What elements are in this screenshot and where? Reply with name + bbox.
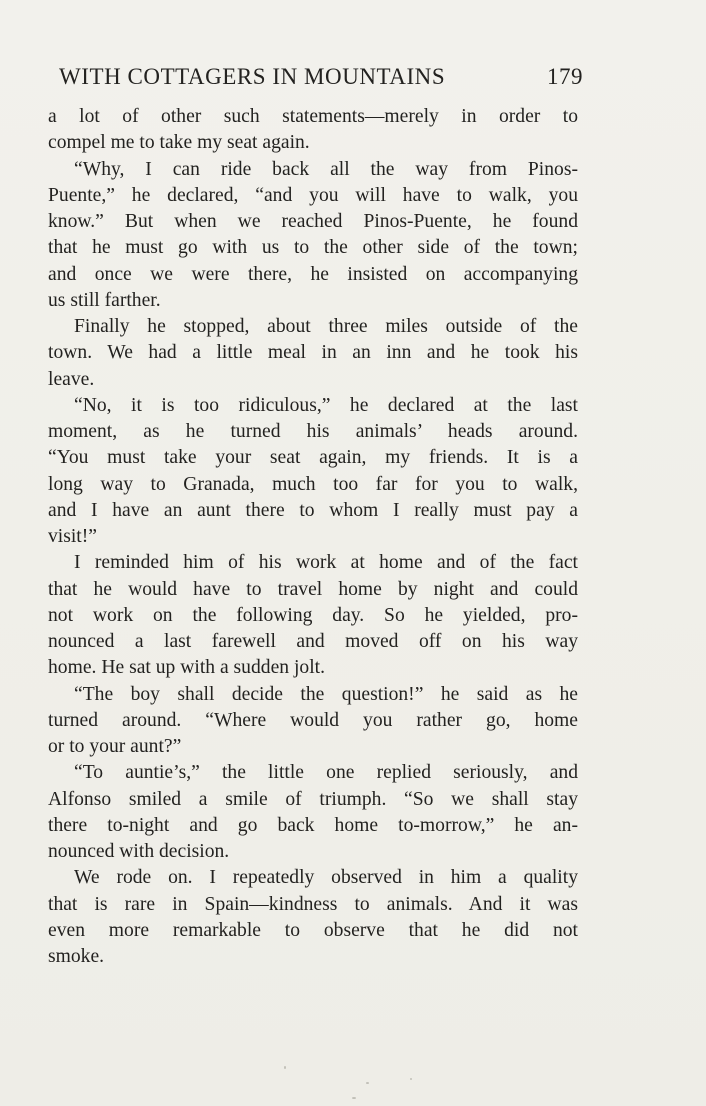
text-line: Puente,” he declared, “and you will have to walk, you: [48, 184, 578, 206]
paper-speck: [410, 1078, 412, 1080]
text-line: and I have an aunt there to whom I really must pay a: [48, 499, 578, 521]
text-line: know.” But when we reached Pinos-Puente, he found: [48, 211, 578, 232]
text-line: even more remarkable to observe that he did not: [48, 919, 578, 941]
text-line: long way to Granada, much too far for you to walk,: [48, 473, 578, 495]
text-line: that is rare in Spain—kindness to animals. And it was: [48, 893, 578, 915]
text-line: “Why, I can ride back all the way from Pinos-: [74, 158, 578, 180]
body-text: [48, 104, 578, 970]
text-line: or to your aunt?”: [48, 736, 182, 757]
text-line: nounced with decision.: [48, 841, 230, 862]
text-line: moment, as he turned his animals’ heads around.: [48, 421, 578, 442]
text-line: nounced a last farewell and moved off on his way: [48, 631, 578, 652]
text-line: Finally he stopped, about three miles outside of the: [74, 316, 578, 337]
text-line: town. We had a little meal in an inn and he took his: [48, 342, 578, 364]
text-line: not work on the following day. So he yielded, pro-: [48, 604, 578, 626]
text-line: “To auntie’s,” the little one replied seriously, and: [74, 762, 578, 784]
text-line: smoke.: [48, 946, 105, 967]
text-line: that he would have to travel home by night and could: [48, 578, 578, 600]
running-head: [59, 64, 583, 100]
text-line: leave.: [48, 368, 95, 390]
text-line: turned around. “Where would you rather go, home: [48, 709, 578, 731]
text-line: us still farther.: [48, 289, 161, 311]
text-line: and once we were there, he insisted on accompanying: [48, 263, 578, 285]
text-line: visit!”: [48, 526, 97, 547]
paper-speck: [366, 1082, 369, 1084]
text-line: “No, it is too ridiculous,” he declared at the last: [74, 394, 578, 416]
text-line: I reminded him of his work at home and of the fact: [74, 552, 578, 574]
paper-speck: [284, 1066, 286, 1069]
text-line: home. He sat up with a sudden jolt.: [48, 657, 325, 679]
paper-speck: [352, 1097, 356, 1099]
text-line: there to-night and go back home to-morrow,” he an-: [48, 814, 578, 836]
text-line: that he must go with us to the other side of the town;: [48, 237, 578, 259]
text-line: compel me to take my seat again.: [48, 132, 310, 154]
text-line: a lot of other such statements—merely in order to: [48, 106, 578, 127]
text-line: “The boy shall decide the question!” he said as he: [74, 683, 578, 705]
page-number: 179: [547, 64, 583, 89]
text-line: Alfonso smiled a smile of triumph. “So we shall stay: [48, 788, 578, 810]
text-line: We rode on. I repeatedly observed in him a quality: [74, 867, 578, 889]
text-line: “You must take your seat again, my friends. It is a: [48, 447, 578, 469]
running-head-title: WITH COTTAGERS IN MOUNTAINS: [59, 64, 446, 89]
